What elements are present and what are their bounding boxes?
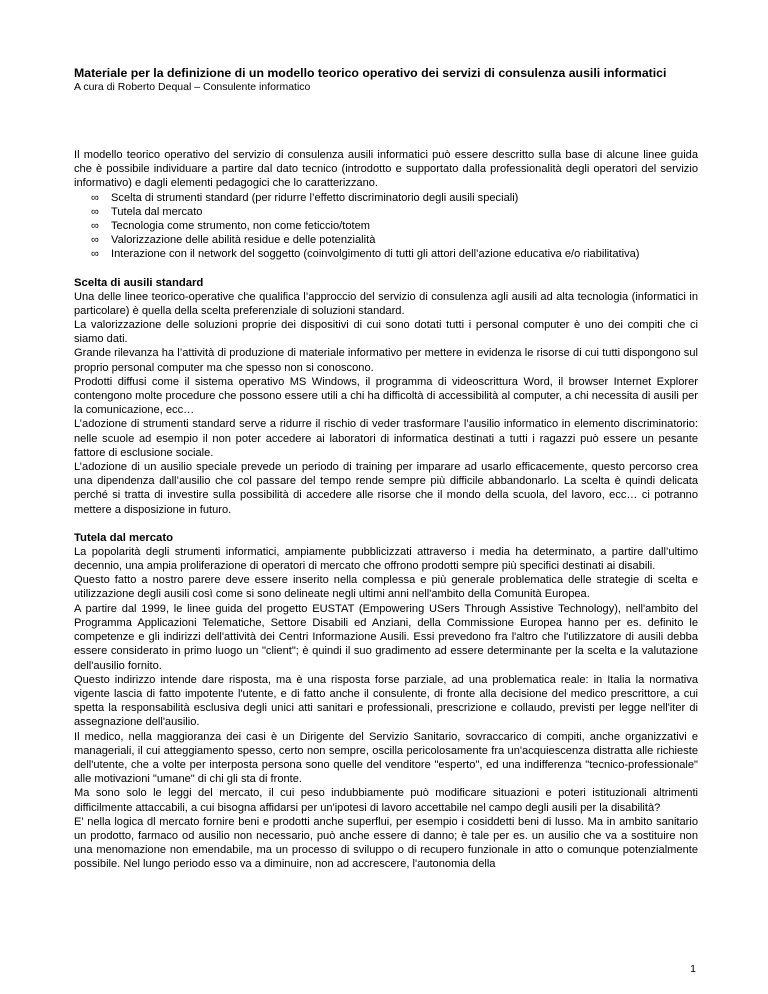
list-item: ∞ Interazione con il network del soggetto (coinvolgimento di tutti gli attori dell’azione educativa e/o riabilitativa) <box>91 248 640 261</box>
section-market-protection <box>74 531 698 872</box>
infinity-bullet-icon: ∞ <box>91 248 99 261</box>
infinity-bullet-icon: ∞ <box>91 220 99 233</box>
document-page <box>74 66 698 886</box>
paragraph: La valorizzazione delle soluzioni proprie dei dispositivi di cui sono dotati tutti i personal computer è uno dei compiti che ci siamo dati. <box>74 319 698 346</box>
guideline-list <box>74 191 698 262</box>
infinity-bullet-icon: ∞ <box>91 234 99 247</box>
section-standard-aids <box>74 276 698 517</box>
infinity-bullet-icon: ∞ <box>91 191 99 204</box>
paragraph: Questo fatto a nostro parere deve essere inserito nella complessa e più generale problematica delle strategie di scelta e utilizzazione degli ausili così come si sono delineate negli ultimi anni nell'ambito della Comunità Europea. <box>74 574 698 601</box>
paragraph: Una delle linee teorico-operative che qualifica l’approccio del servizio di consulenza agli ausili ad alta tecnologia (informatici in particolare) è quella della scelta preferenziale di soluzioni standard. <box>74 290 698 317</box>
section-heading: Scelta di ausili standard <box>74 276 204 289</box>
paragraph: L’adozione di strumenti standard serve a ridurre il rischio di veder trasformare l’ausilio informatico in elemento discriminatorio: nelle scuole ad esempio il non poter accedere ai laboratori di informatica destinati a tutti i ragazzi può essere un pesante fattore di esclusione sociale. <box>74 418 698 459</box>
list-item: ∞ Tutela dal mercato <box>91 205 203 218</box>
paragraph: A partire dal 1999, le linee guida del progetto EUSTAT (Empowering USers Through Assistive Technology), nell'ambito del Programma Applicazioni Telematiche, Settore Disabili ed Anziani, della Commissione Europea hanno per es. definito le competenze e gli indirizzi dell'attività dei Centri Informazione Ausili. Essi prevedono fra l'altro che l'utilizzatore di ausili debba essere considerato in primo luogo un "client"; è quindi il suo gradimento ad essere determinante per la scelta e la valutazione dell'ausilio fornito. <box>74 602 698 672</box>
paragraph: Questo indirizzo intende dare risposta, ma è una risposta forse parziale, ad una problematica reale: in Italia la normativa vigente lascia di fatto impotente l'utente, e di fatto anche il consulente, di fronte alla decisione del medico prescrittore, a cui spetta la responsabilità esclusiva degli unici atti sanitari e professionali, prescrizione e collaudo, previsti per legge nell'iter di assegnazione dell'ausilio. <box>74 673 698 729</box>
paragraph: L’adozione di un ausilio speciale prevede un periodo di training per imparare ad usarlo efficacemente, questo percorso crea una dipendenza dall’ausilio che col passare del tempo rende sempre più difficile abbandonarlo. La scelta è quindi delicata perché si tratta di investire sulla possibilità di accedere alle risorse che il mondo della scuola, del lavoro, ecc… ci potranno mettere a disposizione in futuro. <box>74 461 698 516</box>
list-item: ∞ Valorizzazione delle abilità residue e delle potenzialità <box>91 234 376 247</box>
intro-paragraph: Il modello teorico operativo del servizio di consulenza ausili informatici può essere descritto sulla base di alcune linee guida che è possibile individuare a partire dal dato tecnico (introdotto e supportato dalla professionalità degli operatori del servizio informativo) e dagli elementi pedagogici che lo caratterizzano. <box>74 149 698 190</box>
paragraph: Il medico, nella maggioranza dei casi è un Dirigente del Servizio Sanitario, sovraccarico di compiti, anche organizzativi e manageriali, il cui atteggiamento spesso, certo non sempre, oscilla pericolosamente fra un'acquiescenza distratta alle richieste dell'utente, che a volte per interposta persona sono quelle del venditore "esperto", ed una indifferenza "tecnico-professionale" alle motivazioni "umane" di chi gli sta di fronte. <box>74 730 698 786</box>
paragraph: Ma sono solo le leggi del mercato, il cui peso indubbiamente può modificare situazioni e poteri istituzionali altrimenti difficilmente attaccabili, a cui bisogna affidarsi per un'ipotesi di lavoro accettabile nel campo degli ausili per la disabilità? <box>74 787 698 814</box>
section-heading: Tutela dal mercato <box>74 531 173 544</box>
document-title: Materiale per la definizione di un modello teorico operativo dei servizi di consulenza ausili informatici <box>74 66 667 80</box>
paragraph: Grande rilevanza ha l’attività di produzione di materiale informativo per mettere in evidenza le risorse di cui tutti dispongono sul proprio personal computer ma che spesso non si conoscono. <box>74 347 698 374</box>
infinity-bullet-icon: ∞ <box>91 205 99 218</box>
list-item: ∞ Scelta di strumenti standard (per ridurre l’effetto discriminatorio degli ausili speciali) <box>91 191 519 204</box>
document-subtitle: A cura di Roberto Dequal – Consulente informatico <box>74 81 311 93</box>
paragraph: La popolarità degli strumenti informatici, ampiamente pubblicizzati attraverso i media ha determinato, a partire dall’ultimo decennio, una ampia proliferazione di operatori di mercato che offrono prodotti sempre più specifici destinati ai disabili. <box>74 545 698 573</box>
list-item: ∞ Tecnologia come strumento, non come feticcio/totem <box>91 220 370 233</box>
paragraph: E' nella logica dl mercato fornire beni e prodotti anche superflui, per esempio i cosiddetti beni di lusso. Ma in ambito sanitario un prodotto, farmaco od ausilio non necessario, può anche essere di danno; è tale per es. un ausilio che va a sostituire non una menomazione non emendabile, ma un processo di sviluppo o di recupero funzionale in atto o comunque potenzialmente possibile. Nel lungo periodo esso va a diminuire, non ad accrescere, l'autonomia della <box>74 815 698 871</box>
paragraph: Prodotti diffusi come il sistema operativo MS Windows, il programma di videoscrittura Word, il browser Internet Explorer contengono molte procedure che possono essere utili a chi ha difficoltà di accessibilità al computer, a chi necessita di ausili per la comunicazione, ecc… <box>74 375 698 417</box>
page-number: 1 <box>690 963 696 975</box>
